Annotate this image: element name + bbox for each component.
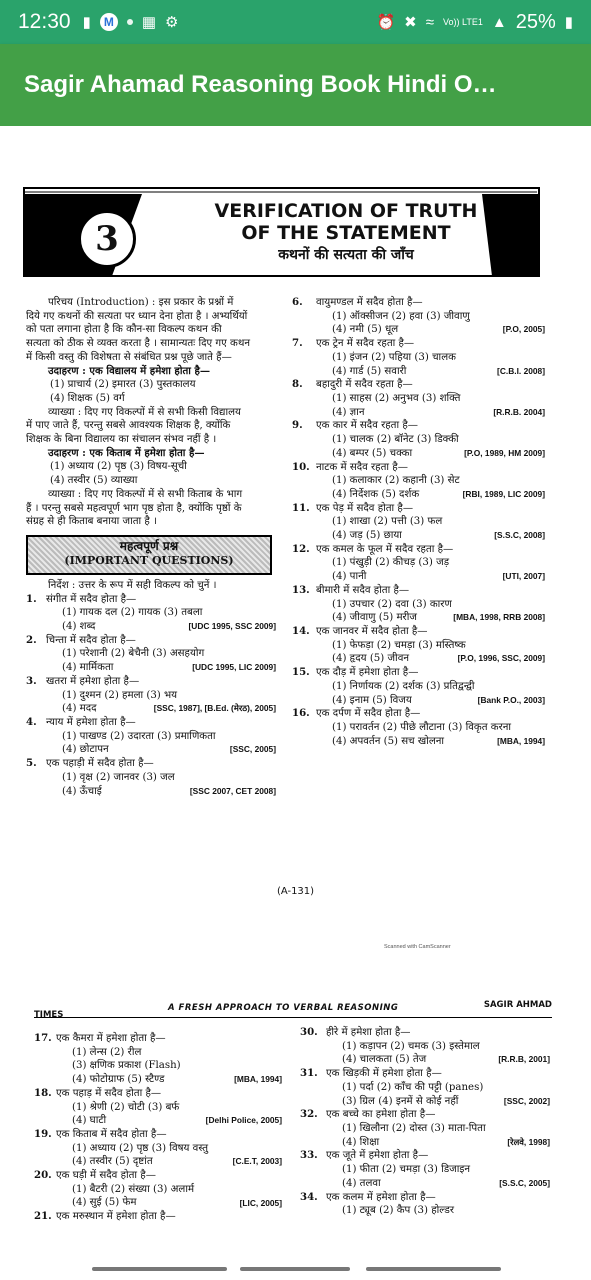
option-row: (1) फेफड़ा (2) चमड़ा (3) मस्तिष्क: [332, 639, 466, 651]
question-item: [34, 1210, 284, 1224]
option-row: (1) बैटरी (2) संख्या (3) अलार्म: [72, 1183, 195, 1195]
question-item: [26, 634, 278, 675]
option-row: (4) बम्पर (5) चक्का: [332, 447, 413, 459]
option-row: (4) फोटोग्राफ (5) स्टैण्ड: [72, 1074, 165, 1086]
chapter-title-line1: VERIFICATION OF TRUTH: [214, 200, 478, 222]
option-row: (4) चालकता (5) तेज: [342, 1054, 427, 1066]
battery-percent: 25%: [515, 10, 556, 33]
option-row: (1) पर्दा (2) काँच की पट्टी (panes): [342, 1081, 484, 1093]
example2-head: उदाहरण : एक किताब में हमेशा होता है—: [48, 446, 205, 459]
question-item: [292, 666, 547, 707]
right-column: [292, 296, 547, 748]
question-text: नाटक में सदैव रहता है—: [316, 461, 408, 473]
question-item: [26, 593, 278, 634]
exam-source: [MBA, 1998, RRB 2008]: [453, 612, 545, 623]
option-row: (1) लेन्स (2) रील: [72, 1046, 142, 1058]
exam-source: [MBA, 1994]: [497, 735, 545, 746]
exam-source: [P.O, 1989, HM 2009]: [464, 447, 545, 458]
exam-source: [UDC 1995, LIC 2009]: [192, 662, 276, 673]
signal-icon: ▲: [491, 13, 507, 31]
exam-source: [रेलवे, 1998]: [507, 1136, 550, 1147]
question-number: 3.: [26, 674, 37, 687]
chapter-title-hindi: कथनों की सत्यता की जाँच: [278, 247, 414, 263]
option-row: (4) अपवर्तन (5) सच खोलना: [332, 735, 445, 747]
instruction: निर्देश : उत्तर के रूप में सही विकल्प को चुनें ।: [48, 579, 217, 591]
option-row: (4) तस्वीर (5) दृष्टांत: [72, 1156, 153, 1168]
option-row: (1) ट्यूब (2) कैप (3) होल्डर: [342, 1205, 455, 1217]
question-text: एक पेड़ में सदैव होता है—: [316, 502, 414, 514]
example1-row: (1) प्राचार्य (2) इमारत (3) पुस्तकालय: [50, 379, 196, 391]
option-row: (1) फीता (2) चमड़ा (3) डिजाइन: [342, 1164, 471, 1176]
question-number: 18.: [34, 1086, 52, 1099]
option-row: (4) निर्देशक (5) दर्शक: [332, 488, 420, 500]
wifi-icon: ≈: [425, 13, 434, 31]
question-text: बीमारी में सदैव होता है—: [316, 584, 410, 596]
option-row: (4) सुई (5) फेम: [72, 1197, 137, 1209]
notification-dot-icon: [127, 19, 133, 25]
option-row: (1) उपचार (2) दवा (3) कारण: [332, 598, 452, 610]
question-item: [292, 461, 547, 502]
question-text: न्याय में हमेशा होता है—: [46, 717, 136, 729]
question-number: 17.: [34, 1032, 52, 1044]
option-row: (1) शाखा (2) पत्ती (3) फल: [332, 516, 443, 528]
question-text: एक बच्चे का हमेशा होता है—: [326, 1109, 436, 1121]
exam-source: [SSC 2007, CET 2008]: [189, 785, 276, 796]
question-text: बहादुरी में सदैव रहता है—: [316, 379, 413, 391]
right-question-list-2: [300, 1026, 552, 1218]
question-number: 15.: [292, 666, 310, 679]
question-number: 11.: [292, 501, 310, 514]
option-row: (3) ग्रिल (4) इनमें से कोई नहीं: [342, 1095, 459, 1107]
page-number: (A-131): [276, 886, 315, 897]
network-label: Vo)) LTE1: [442, 16, 483, 27]
alarm-icon: ⏰: [376, 14, 396, 31]
question-text: एक जानवर में सदैव होता है—: [316, 626, 428, 637]
chapter-title-line2: OF THE STATEMENT: [241, 222, 451, 244]
question-item: [300, 1026, 552, 1067]
option-row: (4) गार्ड (5) सवारी: [332, 365, 407, 377]
exam-source: [Bank P.O., 2003]: [477, 694, 545, 705]
question-item: [292, 502, 547, 543]
question-number: 9.: [292, 419, 303, 432]
question-number: 6.: [292, 296, 303, 308]
exam-source: [S.S.C, 2008]: [494, 530, 545, 541]
option-row: (1) निर्णायक (2) दर्शक (3) प्रतिद्वन्द्वी: [332, 680, 475, 692]
question-number: 5.: [26, 757, 37, 770]
left-question-list-2: [34, 1032, 284, 1224]
option-row: (1) खिलौना (2) दोस्त (3) माता-पिता: [342, 1122, 486, 1134]
right-question-list: [292, 296, 547, 748]
exam-source: [Delhi Police, 2005]: [205, 1115, 282, 1126]
option-row: (1) वृक्ष (2) जानवर (3) जल: [62, 771, 175, 783]
right-column-2: [300, 1026, 552, 1218]
question-text: एक जूते में हमेशा होता है—: [326, 1150, 429, 1162]
question-number: 32.: [300, 1108, 318, 1121]
question-number: 10.: [292, 460, 310, 473]
option-row: (4) जीवाणु (5) मरीज: [332, 612, 417, 624]
question-item: [26, 675, 278, 716]
question-number: 16.: [292, 707, 310, 720]
question-item: [300, 1108, 552, 1149]
question-item: [292, 625, 547, 666]
message-icon: ▮: [82, 13, 91, 31]
chapter-number: 3: [78, 210, 136, 268]
exam-source: [SSC, 2005]: [229, 744, 276, 755]
question-text: एक खिड़की में हमेशा होता है—: [326, 1068, 442, 1080]
running-header-left: TIMES: [34, 1010, 64, 1020]
left-question-list: [26, 593, 278, 799]
option-row: (1) अध्याय (2) पृष्ठ (3) विषय वस्तु: [72, 1142, 209, 1154]
settings-gear-icon: ⚙: [165, 13, 179, 31]
question-item: [292, 378, 547, 419]
question-number: 30.: [300, 1026, 318, 1038]
question-text: हीरे में हमेशा होता है—: [326, 1027, 411, 1038]
scanner-watermark: Scanned with CamScanner: [384, 944, 451, 950]
question-number: 21.: [34, 1210, 52, 1223]
question-text: एक कैमरा में हमेशा होता है—: [56, 1033, 166, 1044]
option-row: (4) नमी (5) धूल: [332, 324, 399, 336]
option-row: (1) इंजन (2) पहिया (3) चालक: [332, 351, 456, 363]
app-m-icon: M: [100, 13, 118, 31]
question-number: 34.: [300, 1190, 318, 1203]
question-item: [34, 1169, 284, 1210]
question-text: संगीत में सदैव होता है—: [46, 593, 137, 605]
question-text: एक किताब में सदैव होता है—: [56, 1128, 167, 1140]
battery-icon: ▮: [564, 14, 573, 31]
question-text: एक पहाड़ में सदैव होता है—: [56, 1087, 162, 1099]
explain1-line: में पाए जाते हैं, परन्तु सबसे आवश्यक शिक्षक है, क्योंकि: [26, 420, 231, 432]
status-bar: [0, 0, 591, 44]
intro-line: दिये गए कथनों की सत्यता पर ध्यान देना होता है । अभ्यर्थियों: [26, 310, 248, 322]
question-item: [34, 1087, 284, 1128]
option-row: (4) मदद: [62, 703, 97, 715]
example1-head: उदाहरण : एक विद्यालय में हमेशा होता है—: [48, 364, 211, 377]
exam-source: [R.R.B. 2004]: [493, 406, 545, 417]
question-number: 31.: [300, 1067, 318, 1080]
explain2-line: संग्रह से ही किताब बनाया जाता है ।: [26, 516, 157, 528]
exam-source: [P.O, 2005]: [502, 324, 545, 335]
question-item: [292, 707, 547, 748]
option-row: (1) गायक दल (2) गायक (3) तबला: [62, 607, 203, 619]
question-number: 20.: [34, 1169, 52, 1182]
example2-row: (1) अध्याय (2) पृष्ठ (3) विषय-सूची: [50, 461, 187, 473]
intro-line: परिचय (Introduction) : इस प्रकार के प्रश्नों में: [48, 297, 234, 308]
running-header-right: SAGIR AHMAD: [483, 1000, 552, 1010]
intro-line: में किसी वस्तु की विशेषता से संबंधित प्रश्न पूछे जाते हैं—: [26, 351, 232, 363]
option-row: (1) कड़ापन (2) चमक (3) इस्तेमाल: [342, 1040, 480, 1052]
question-item: [292, 296, 547, 337]
question-text: एक मरुस्थान में हमेशा होता है—: [56, 1211, 176, 1223]
question-text: एक दर्पण में सदैव होता है—: [316, 708, 421, 720]
important-hindi: महत्वपूर्ण प्रश्न: [119, 538, 179, 553]
question-item: [292, 584, 547, 625]
question-number: 8.: [292, 378, 303, 391]
question-item: [300, 1067, 552, 1108]
exam-source: [S.S.C, 2005]: [499, 1177, 550, 1188]
question-text: चिन्ता में सदैव होता है—: [46, 634, 136, 646]
important-en: (IMPORTANT QUESTIONS): [64, 553, 234, 567]
option-row: (1) चालक (2) बॉनेट (3) डिक्की: [332, 434, 459, 446]
question-text: एक घड़ी में सदैव होता है—: [56, 1170, 156, 1182]
gallery-icon: ▦: [141, 13, 157, 31]
document-page-2[interactable]: [0, 964, 591, 1264]
question-text: एक दौड़ में हमेशा होता है—: [316, 667, 419, 679]
option-row: (4) हृदय (5) जीवन: [332, 653, 410, 665]
exam-source: [SSC, 1987], [B.Ed. (मेरठ), 2005]: [153, 703, 276, 714]
running-header-center: A FRESH APPROACH TO VERBAL REASONING: [168, 1003, 399, 1013]
question-text: खतरा में हमेशा होता है—: [46, 675, 140, 687]
option-row: (3) क्षणिक प्रकाश (Flash): [72, 1060, 181, 1072]
option-row: (4) मार्मिकता: [62, 662, 114, 674]
option-row: (4) ज्ञान: [332, 406, 365, 418]
option-row: (1) दुश्मन (2) हमला (3) भय: [62, 689, 178, 701]
document-title: Sagir Ahamad Reasoning Book Hindi O…: [24, 71, 497, 98]
exam-source: [UTI, 2007]: [502, 571, 545, 582]
option-row: (1) परावर्तन (2) पीछे लौटाना (3) विकृत करना: [332, 721, 512, 733]
option-row: (4) शब्द: [62, 621, 96, 633]
intro-line: को पता लगाना होता है कि कौन-सा विकल्प कथन की: [26, 324, 222, 336]
option-row: (4) जड़ (5) छाया: [332, 530, 402, 542]
exam-source: [R.R.B, 2001]: [498, 1054, 550, 1065]
exam-source: [C.E.T, 2003]: [232, 1156, 282, 1167]
question-item: [26, 757, 278, 798]
question-number: 19.: [34, 1127, 52, 1140]
question-number: 2.: [26, 633, 37, 646]
left-column-2: [34, 1032, 284, 1224]
question-item: [34, 1128, 284, 1169]
question-number: 12.: [292, 542, 310, 555]
status-time: 12:30: [18, 10, 71, 33]
question-text: एक ट्रेन में सदैव रहता है—: [316, 338, 415, 350]
option-row: (4) तलवा: [342, 1177, 381, 1189]
question-item: [300, 1191, 552, 1218]
question-item: [292, 337, 547, 378]
exam-source: [SSC, 2002]: [503, 1095, 550, 1106]
question-number: 14.: [292, 625, 310, 637]
question-item: [300, 1149, 552, 1190]
question-text: एक कमल के फूल में सदैव रहता है—: [316, 543, 454, 555]
explain2-line: व्याख्या : दिए गए विकल्पों में से सभी किताब के भाग: [48, 488, 243, 500]
nav-handle-right[interactable]: [366, 1267, 501, 1271]
question-text: एक पहाड़ी में सदैव होता है—: [46, 758, 154, 770]
question-item: [26, 716, 278, 757]
question-item: [292, 419, 547, 460]
explain1-line: शिक्षक के बिना विद्यालय का संचालन संभव नहीं है ।: [26, 434, 217, 446]
option-row: (4) इनाम (5) विजय: [332, 694, 412, 706]
option-row: (1) पंखुड़ी (2) कीचड़ (3) जड़: [332, 557, 450, 569]
explain1-line: व्याख्या : दिए गए विकल्पों में से सभी किसी विद्यालय: [48, 406, 241, 418]
option-row: (1) पाखण्ड (2) उदारता (3) प्रमाणिकता: [62, 730, 216, 742]
mute-icon: ✖: [404, 14, 417, 31]
example1-row: (4) शिक्षक (5) वर्ग: [50, 392, 125, 404]
question-item: [34, 1032, 284, 1087]
option-row: (1) श्रेणी (2) चोटी (3) बर्फ: [72, 1101, 180, 1113]
question-number: 4.: [26, 716, 37, 729]
exam-source: [C.B.I. 2008]: [497, 365, 545, 376]
example2-row: (4) तस्वीर (5) व्याख्या: [50, 475, 138, 487]
question-text: एक कार में सदैव रहता है—: [316, 420, 418, 432]
important-questions-box: [26, 535, 272, 575]
exam-source: [RBI, 1989, LIC 2009]: [462, 488, 545, 499]
question-number: 1.: [26, 592, 37, 605]
option-row: (4) शिक्षा: [342, 1136, 380, 1148]
question-text: एक कलम में हमेशा होता है—: [326, 1191, 436, 1203]
option-row: (1) कलाकार (2) कहानी (3) सेट: [332, 475, 460, 487]
intro-line: सत्यता को ठीक से व्यक्त करता है । सामान्यतः दिए गए कथन: [26, 338, 250, 350]
question-number: 13.: [292, 583, 310, 596]
question-number: 7.: [292, 337, 303, 350]
option-row: (1) साहस (2) अनुभव (3) शक्ति: [332, 392, 461, 404]
exam-source: [LIC, 2005]: [239, 1197, 282, 1208]
app-bar: [0, 44, 591, 126]
question-number: 33.: [300, 1149, 318, 1162]
left-column: [26, 296, 278, 798]
option-row: (4) ऊँचाई: [62, 785, 102, 797]
document-page-1[interactable]: [0, 126, 591, 964]
explain2-line: हैं । परन्तु सबसे महत्वपूर्ण भाग पृष्ठ होता है, क्योंकि पृष्ठों के: [26, 502, 242, 514]
option-row: (4) छोटापन: [62, 744, 109, 756]
exam-source: [MBA, 1994]: [234, 1074, 282, 1085]
nav-handle-home[interactable]: [240, 1267, 350, 1271]
option-row: (1) ऑक्सीजन (2) हवा (3) जीवाणु: [332, 310, 470, 322]
question-text: वायुमण्डल में सदैव होता है—: [316, 297, 423, 308]
option-row: (4) घाटी: [72, 1115, 107, 1127]
question-item: [292, 543, 547, 584]
exam-source: [UDC 1995, SSC 2009]: [188, 621, 276, 632]
option-row: (4) पानी: [332, 571, 367, 583]
exam-source: [P.O, 1996, SSC, 2009]: [457, 653, 545, 664]
nav-handle-left[interactable]: [92, 1267, 227, 1271]
option-row: (1) परेशानी (2) बेचैनी (3) असहयोग: [62, 648, 205, 660]
